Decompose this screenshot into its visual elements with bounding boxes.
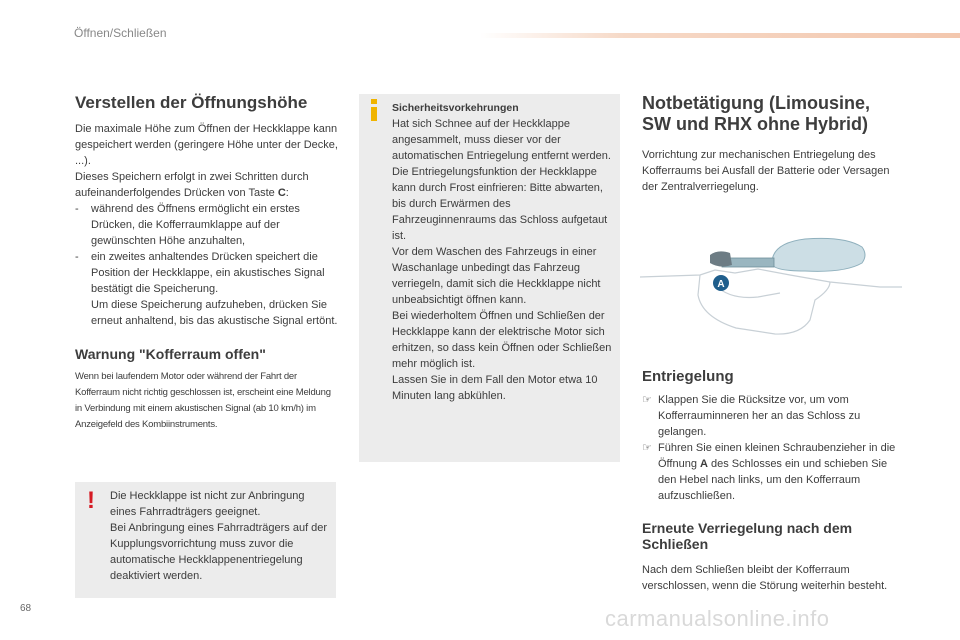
heading-unlocking: Entriegelung: [642, 368, 734, 385]
warning-paragraph: Wenn bei laufendem Motor oder während der Fahrt der Kofferraum nicht richtig geschlossen ist, erscheint eine Meldung in Verbindung mit einem akustischen Signal (ab 10 km/h) im Anzeigefeld des Kombiinstruments.: [75, 371, 331, 430]
column-left: [75, 93, 340, 433]
caution-line-1: Die Heckklappe ist nicht zur Anbringung eines Fahrradträgers geeignet.: [110, 490, 305, 518]
list-item: - ein zweites anhaltendes Drücken speichert die Position der Heckklappe, ein akustisches Signal bestätigt die Speicherung. Um diese Speicherung aufzuheben, drücken Sie erneut anhaltend, bis das akustische Signal ertönt.: [75, 251, 338, 327]
header-accent-bar: [480, 33, 960, 38]
opening-a-label: A: [700, 458, 708, 470]
info-box-content: [392, 100, 614, 404]
intro-paragraph-2: Dieses Speichern erfolgt in zwei Schritten durch aufeinanderfolgendes Drücken von Taste C:: [75, 171, 309, 199]
warning-exclamation-icon: !: [87, 487, 95, 514]
info-paragraph: Lassen Sie in dem Fall den Motor etwa 10 Minuten lang abkühlen.: [392, 374, 598, 402]
info-paragraph: Hat sich Schnee auf der Heckklappe angesammelt, muss dieser vor der automatischen Entriegelung entfernt werden.: [392, 118, 611, 162]
screwdriver-drawing: [710, 238, 865, 271]
caution-line-2: Bei Anbringung eines Fahrradträgers auf der Kupplungsvorrichtung muss zuvor die automatische Heckklappenentriegelung deaktiviert werden.: [110, 522, 328, 582]
section-title: Öffnen/Schließen: [74, 26, 167, 40]
unlock-section: [642, 367, 907, 594]
list-item: ☞ Führen Sie einen kleinen Schraubenzieher in die Öffnung A des Schlosses ein und schieben Sie den Hebel nach links, um den Kofferraum aufzuschließen.: [642, 442, 896, 502]
column-right: [642, 93, 912, 195]
page-number: 68: [20, 603, 32, 614]
heading-trunk-open-warning: Warnung "Kofferraum offen": [75, 346, 266, 362]
key-c: C: [277, 187, 286, 199]
lock-mechanism-drawing: [640, 269, 902, 334]
figure-label-a: A: [717, 279, 725, 290]
position-a-marker: [713, 275, 729, 291]
info-icon: [369, 99, 378, 121]
list-item: ☞ Klappen Sie die Rücksitze vor, um vom Kofferrauminneren her an das Schloss zu gelangen.: [642, 394, 861, 438]
intro-paragraph: Die maximale Höhe zum Öffnen der Heckklappe kann gespeichert werden (geringere Höhe unter der Decke, ...).: [75, 123, 338, 167]
info-box-title: Sicherheitsvorkehrungen: [392, 102, 519, 114]
info-paragraph: Vor dem Waschen des Fahrzeugs in einer Waschanlage unbedingt das Fahrzeug verriegeln, damit sich die Heckklappe nicht unbeabsichtigt öffnen kann.: [392, 246, 601, 306]
list-item: - während des Öffnens ermöglicht ein erstes Drücken, die Kofferraumklappe auf der gewünschten Höhe anzuhalten,: [75, 203, 300, 247]
trunk-lock-illustration: [640, 225, 905, 345]
heading-relock: Erneute Verriegelung nach dem Schließen: [642, 520, 853, 552]
info-paragraph: Die Entriegelungsfunktion der Heckklappe kann durch Frost einfrieren: Bitte abwarten, bis durch Erwärmen des Fahrzeuginnenraums das Schloss aufgetaut ist.: [392, 166, 608, 242]
emergency-intro: Vorrichtung zur mechanischen Entriegelung des Kofferraums bei Ausfall der Batterie oder Versagen der Zentralverriegelung.: [642, 149, 890, 193]
heading-emergency-release: Notbetätigung (Limousine, SW und RHX ohne Hybrid): [642, 93, 870, 134]
relock-paragraph: Nach dem Schließen bleibt der Kofferraum verschlossen, wenn die Störung weiterhin besteht.: [642, 564, 888, 592]
heading-adjust-opening-height: Verstellen der Öffnungshöhe: [75, 93, 308, 112]
caution-text: [110, 488, 332, 584]
watermark: carmanualsonline.info: [605, 606, 830, 631]
info-paragraph: Bei wiederholtem Öffnen und Schließen der Heckklappe kann der elektrische Motor sich erhitzen, so dass kein Öffnen oder Schließen mehr möglich ist.: [392, 310, 612, 370]
